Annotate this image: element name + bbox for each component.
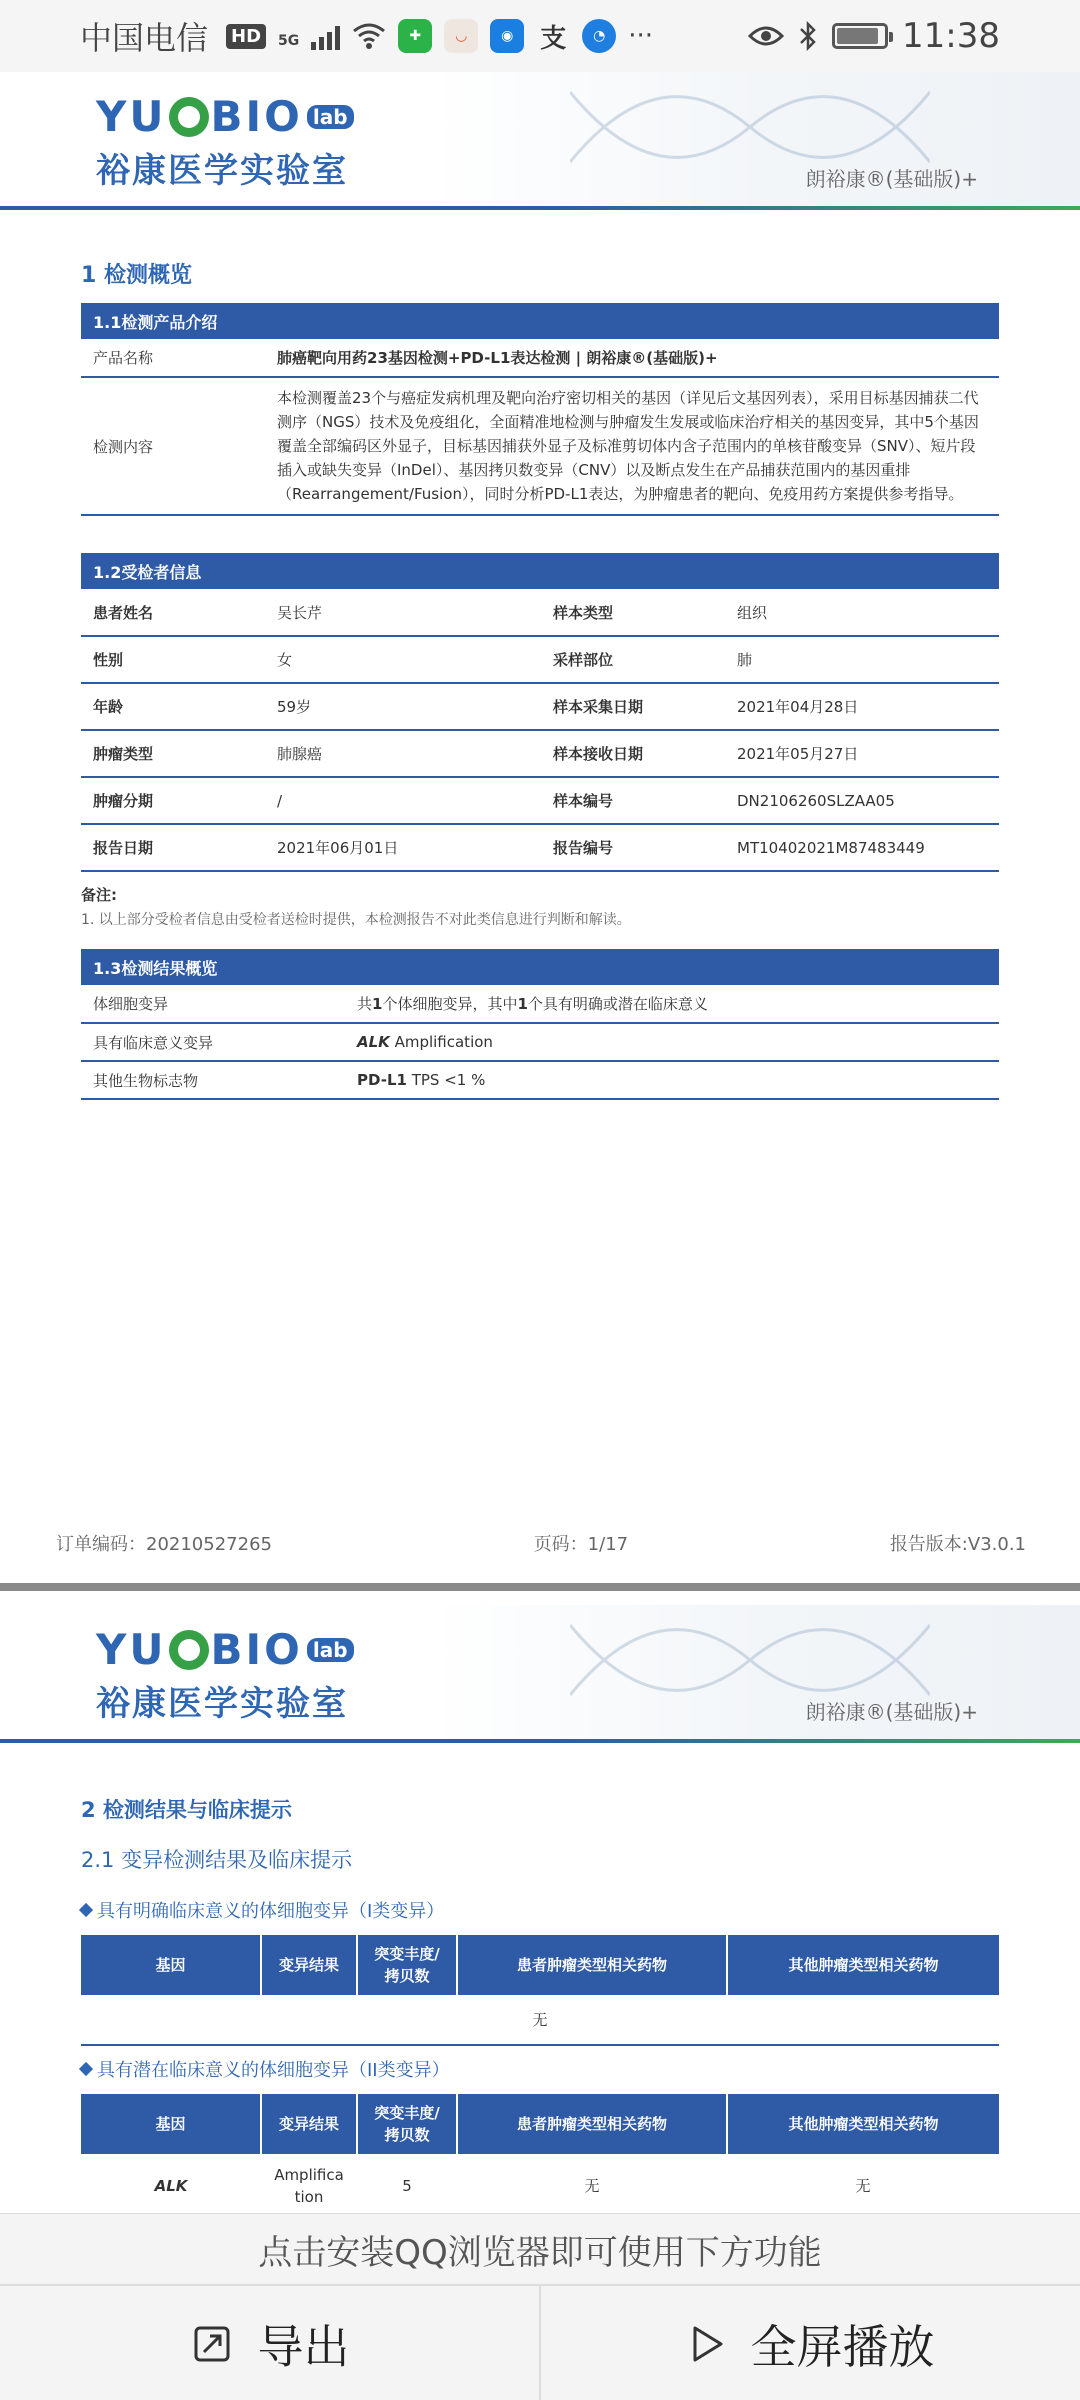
product-info-table: [81, 339, 999, 516]
content-value: 本检测覆盖23个与癌症发病机理及靶向治疗密切相关的基因（详见后文基因列表），采用目标基因捕获二代测序（NGS）技术及免疫组化，全面精准地检测与肿瘤发生发展或临床治疗相关的基因变异，其中5个基因覆盖全部编码区外显子，目标基因捕获外显子及标准剪切体内含子范围内的单核苷酸变异（SNV）、短片段插入或缺失变异（InDel）、基因拷贝数变异（CNV）以及断点发生在产品捕获范围内的基因重排（Rearrangement/Fusion），同时分析PD-L1表达，为肿瘤患者的靶向、免疫用药方案提供参考指导。: [265, 377, 999, 515]
somatic-summary: 共1个体细胞变异，其中1个具有明确或潜在临床意义: [345, 985, 999, 1023]
product-name-label: 产品名称: [81, 339, 265, 377]
table-title: 具有明确临床意义的体细胞变异（I类变异）: [81, 1897, 999, 1923]
table-row: 年龄 59岁 样本采集日期 2021年04月28日: [81, 683, 999, 730]
diamond-icon: [79, 2062, 93, 2076]
table-row: 具有临床意义变异 ALK Amplification: [81, 1023, 999, 1061]
class-1-table: 基因 变异结果 突变丰度/ 拷贝数 患者肿瘤类型相关药物 其他肿瘤类型相关药物 无: [81, 1935, 999, 2046]
note-text: 1. 以上部分受检者信息由受检者送检时提供，本检测报告不对此类信息进行判断和解读。: [81, 912, 631, 928]
report-header: [0, 1605, 1080, 1743]
page-number: 页码：1/17: [533, 1534, 629, 1555]
eye-icon: [748, 24, 784, 48]
table-title: 具有潜在临床意义的体细胞变异（II类变异）: [81, 2056, 999, 2082]
table-row: 肿瘤分期 / 样本编号 DN2106260SLZAA05: [81, 777, 999, 824]
content-label: 检测内容: [81, 377, 265, 515]
product-name: 朗裕康®(基础版)+: [805, 167, 978, 191]
signal-icon: [311, 22, 340, 50]
table-row: 性别 女 采样部位 肺: [81, 636, 999, 683]
table-row: 肿瘤类型 肺腺癌 样本接收日期 2021年05月27日: [81, 730, 999, 777]
table-row: 其他生物标志物 PD-L1 TPS <1 %: [81, 1061, 999, 1099]
status-bar: [0, 0, 1080, 72]
qq-icon: ◉: [490, 19, 524, 53]
table-row: 报告日期 2021年06月01日 报告编号 MT10402021M87483449: [81, 824, 999, 871]
results-summary-table: [81, 985, 999, 1100]
section-1-3: [81, 949, 999, 1100]
browser-promo-bar: [0, 2213, 1080, 2400]
table-row: 无: [81, 1995, 999, 2045]
product-name: 朗裕康®(基础版)+: [805, 1700, 978, 1724]
section-bar: 1.3检测结果概览: [81, 949, 999, 985]
alipay-icon: 支: [540, 23, 567, 54]
app-icon: ◡: [444, 19, 478, 53]
section-1-2: [81, 553, 999, 929]
lab-name: 裕康医学实验室: [96, 151, 348, 191]
status-icons: [226, 19, 653, 53]
report-header: [0, 72, 1080, 210]
logo-mark-icon: [169, 97, 209, 137]
patient-info-table: [81, 589, 999, 872]
subsection-title: 2.1 变异检测结果及临床提示: [81, 1848, 353, 1872]
lab-logo: YU BIO lab 裕康医学实验室: [96, 1625, 354, 1725]
diamond-icon: [79, 1903, 93, 1917]
page-divider: [0, 1583, 1080, 1591]
page-1-content: [81, 258, 999, 289]
health-app-icon: ✚: [398, 19, 432, 53]
install-hint[interactable]: 点击安装QQ浏览器即可使用下方功能: [0, 2214, 1080, 2286]
table-row: 体细胞变异 共1个体细胞变异，其中1个具有明确或潜在临床意义: [81, 985, 999, 1023]
other-biomarker: PD-L1 TPS <1 %: [345, 1061, 999, 1099]
section-title: 2 检测结果与临床提示: [81, 1798, 292, 1822]
class-1-variants: [81, 1897, 999, 2046]
table-row: ALK Amplifica tion 5 无 无: [81, 2154, 999, 2218]
network-type: 5G: [278, 33, 300, 49]
section-title: 1 检测概览: [81, 263, 192, 288]
clinical-variant: ALK Amplification: [345, 1023, 999, 1061]
product-name-value: 肺癌靶向用药23基因检测+PD-L1表达检测 | 朗裕康®(基础版)+: [265, 339, 999, 377]
battery-icon: [832, 23, 888, 49]
table-row: 患者姓名 吴长芹 样本类型 组织: [81, 589, 999, 636]
lab-logo: YU BIO lab 裕康医学实验室: [96, 92, 354, 192]
carrier-name: 中国电信: [80, 19, 209, 57]
status-right: [748, 16, 1000, 56]
bulb-app-icon: ◔: [582, 19, 616, 53]
export-button[interactable]: 导出: [0, 2286, 539, 2400]
page-footer: [56, 1530, 1026, 1556]
play-icon: [687, 2322, 727, 2366]
hd-icon: HD: [226, 24, 266, 49]
page-2-content: [81, 1794, 999, 1874]
export-icon: [190, 2322, 234, 2366]
bluetooth-icon: [798, 21, 818, 51]
class-2-table: 基因 变异结果 突变丰度/ 拷贝数 患者肿瘤类型相关药物 其他肿瘤类型相关药物 ALK Amplifica tion 5 无 无: [81, 2094, 999, 2219]
class-2-variants: [81, 2056, 999, 2219]
order-number: 订单编码：20210527265: [56, 1534, 272, 1555]
note-title: 备注:: [81, 886, 117, 904]
section-1-1: [81, 303, 999, 516]
section-bar: 1.1检测产品介绍: [81, 303, 999, 339]
section-bar: 1.2受检者信息: [81, 553, 999, 589]
lab-name: 裕康医学实验室: [96, 1684, 348, 1724]
logo-mark-icon: [169, 1630, 209, 1670]
report-version: 报告版本:V3.0.1: [889, 1534, 1026, 1555]
clock: 11:38: [902, 16, 1000, 56]
more-icon: ···: [628, 21, 654, 51]
fullscreen-play-button[interactable]: 全屏播放: [539, 2286, 1080, 2400]
wifi-icon: [352, 22, 386, 50]
